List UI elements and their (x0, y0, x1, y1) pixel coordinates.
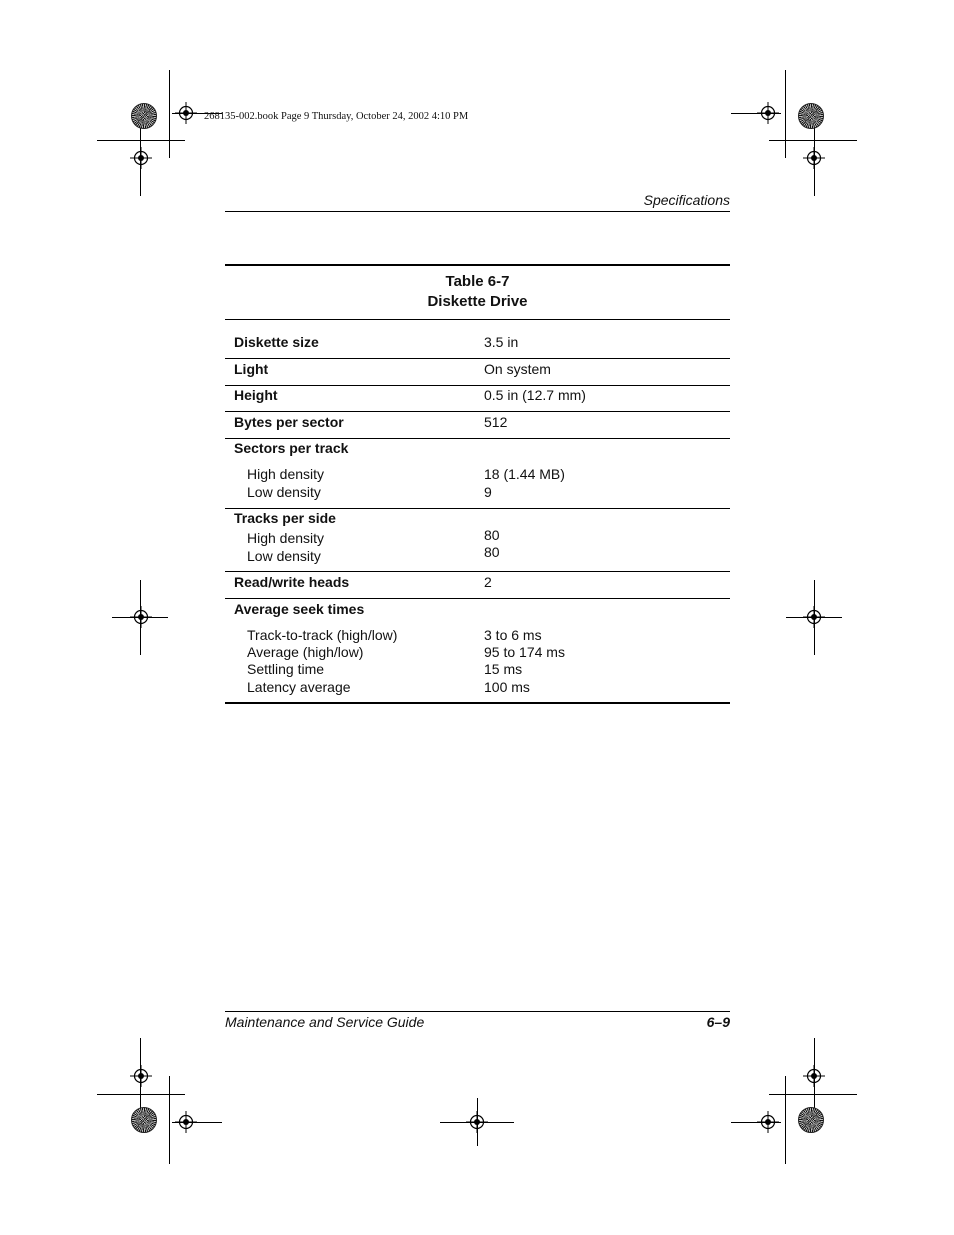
row-divider (225, 438, 730, 439)
registration-mark-icon (803, 1065, 825, 1087)
row-label: Tracks per side (234, 510, 336, 526)
subrow-label: Average (high/low) (247, 644, 364, 660)
subrow-value: 80 (484, 544, 500, 560)
row-divider (225, 411, 730, 412)
registration-mark-icon (130, 606, 152, 628)
subrow-label: Low density (247, 548, 321, 564)
table-title: Diskette Drive (427, 293, 528, 310)
row-label: Bytes per sector (234, 414, 344, 430)
row-label: Sectors per track (234, 440, 349, 456)
registration-mark-icon (466, 1111, 488, 1133)
subrow-value: 95 to 174 ms (484, 644, 565, 660)
footer-rule (225, 1011, 730, 1012)
row-label: Average seek times (234, 601, 365, 617)
registration-mark-icon (803, 147, 825, 169)
registration-mark-icon (803, 606, 825, 628)
row-value: 2 (484, 574, 492, 590)
starburst-target-icon (798, 1107, 824, 1133)
row-value: On system (484, 361, 551, 377)
registration-mark-icon (757, 102, 779, 124)
registration-mark-icon (757, 1111, 779, 1133)
subrow-value: 3 to 6 ms (484, 627, 542, 643)
subrow-value: 80 (484, 527, 500, 543)
subrow-value: 15 ms (484, 661, 523, 677)
subrow-label: Latency average (247, 679, 351, 695)
subrow-value: 100 ms (484, 679, 530, 695)
subrow-label: Track-to-track (high/low) (247, 627, 398, 643)
table-top-rule (225, 264, 730, 266)
registration-mark-icon (175, 1111, 197, 1133)
footer-page-number: 6–9 (706, 1014, 730, 1030)
footer-guide-title: Maintenance and Service Guide (225, 1014, 425, 1030)
starburst-target-icon (798, 103, 824, 129)
row-label: Diskette size (234, 334, 319, 350)
row-divider (225, 571, 730, 572)
table-header-rule (225, 319, 730, 320)
subrow-label: High density (247, 530, 325, 546)
registration-mark-icon (130, 1065, 152, 1087)
row-divider (225, 385, 730, 386)
row-value: 3.5 in (484, 334, 519, 350)
row-divider (225, 508, 730, 509)
registration-mark-icon (130, 147, 152, 169)
row-label: Light (234, 361, 269, 377)
subrow-label: Settling time (247, 661, 325, 677)
row-value: 0.5 in (12.7 mm) (484, 387, 586, 403)
running-head: Specifications (643, 192, 730, 208)
table-bottom-rule (225, 702, 730, 704)
starburst-target-icon (131, 1107, 157, 1133)
subrow-value: 9 (484, 484, 492, 500)
subrow-label: Low density (247, 484, 321, 500)
starburst-target-icon (131, 103, 157, 129)
row-label: Height (234, 387, 278, 403)
row-divider (225, 358, 730, 359)
header-rule (225, 211, 730, 212)
print-slug: 268135-002.book Page 9 Thursday, October 24, 2002 4:10 PM (204, 111, 469, 122)
subrow-value: 18 (1.44 MB) (484, 466, 565, 482)
subrow-label: High density (247, 466, 325, 482)
row-divider (225, 598, 730, 599)
row-value: 512 (484, 414, 508, 430)
row-label: Read/write heads (234, 574, 350, 590)
registration-mark-icon (175, 102, 197, 124)
table-number: Table 6-7 (445, 273, 510, 290)
